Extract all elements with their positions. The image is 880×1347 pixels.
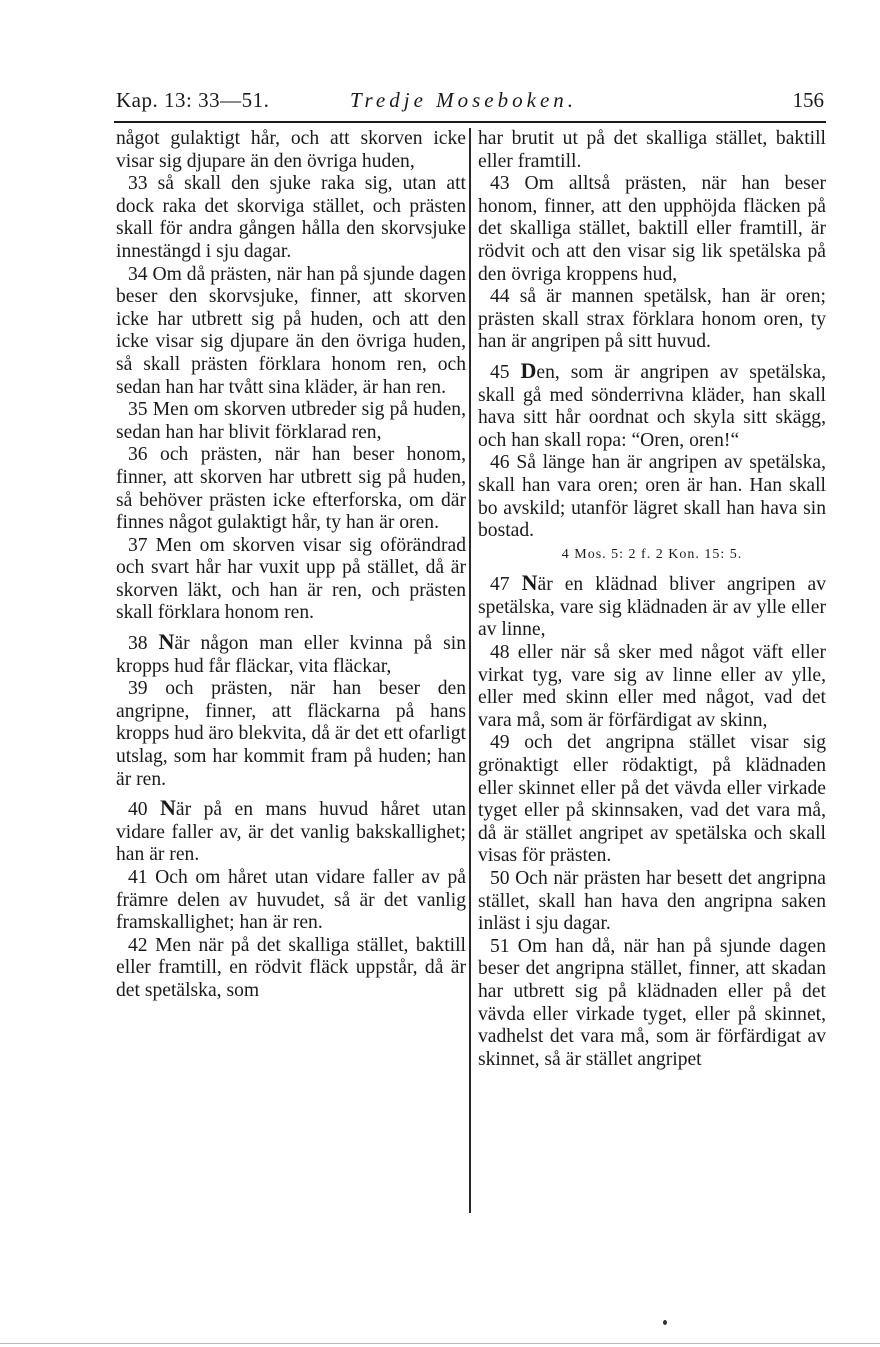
verse-text: är på en mans huvud håret utan vidare faller av, är det vanlig bakskallighet; han är ren. bbox=[116, 799, 466, 866]
page-number: 156 bbox=[792, 88, 824, 112]
verse-continuation: något gulaktigt hår, och att skorven icke visar sig djupare än den övriga huden, bbox=[116, 128, 466, 172]
verse-text: en, som är angripen av spetälska, skall gå med sönderrivna kläder, han skall hava sitt hår oordnat och skyla sitt skägg, och han skall ropa: “Oren, oren!“ bbox=[478, 361, 827, 451]
verse: 43 Om alltså prästen, när han beser honom, finner, att den upphöjda fläcken på det skalliga stället, baktill eller framtill, är rödvit och att den visar sig lik spetälska på den övriga kroppens hud, bbox=[478, 173, 826, 285]
verse: 46 Så länge han är angripen av spetälska, skall han vara oren; oren är han. Han skall bo avskild; utanför lägret skall han hava sin bostad. bbox=[478, 452, 826, 542]
section-start-verse bbox=[116, 631, 466, 678]
left-column bbox=[116, 128, 466, 1003]
verse-number: 40 bbox=[128, 799, 148, 821]
verse: 51 Om han då, när han på sjunde dagen beser det angripna stället, finner, att skadan har utbrett sig på klädnaden eller på det vävda eller virkade tyget, eller på skinnet, vadhelst det vara må, som är förfärdigat av skinnet, så är stället angripet bbox=[478, 935, 826, 1070]
cross-reference: 4 Mos. 5: 2 f. 2 Kon. 15: 5. bbox=[561, 546, 743, 562]
chapter-reference: Kap. 13: 33—51. bbox=[116, 88, 270, 112]
column-divider bbox=[469, 128, 471, 1213]
verse: 50 Och när prästen har besett det angripna stället, skall han hava den angripna saken inläst i sju dagar. bbox=[478, 868, 826, 935]
verse: 39 och prästen, när han beser den angripne, finner, att fläckarna på hans kropps hud äro blekvita, då är det ett ofarligt utslag, som har kommit fram på huden; han är ren. bbox=[116, 678, 466, 790]
verse: 44 så är mannen spetälsk, han är oren; prästen skall strax förklara honom oren, ty han är angripen på sitt huvud. bbox=[478, 286, 826, 353]
section-initial: N bbox=[521, 570, 538, 596]
section-initial: N bbox=[160, 795, 176, 821]
section-initial: N bbox=[158, 629, 175, 655]
page-edge bbox=[0, 1343, 880, 1344]
verse: 36 och prästen, när han beser honom, finner, att skorven har utbrett sig på huden, så behöver prästen icke efterforska, om där finnes något gulaktigt hår, ty han är oren. bbox=[116, 444, 466, 534]
verse-continuation: har brutit ut på det skalliga stället, baktill eller framtill. bbox=[478, 128, 826, 172]
verse-text: är en klädnad bliver angripen av spetälska, vare sig klädnaden är av ylle eller av linne, bbox=[478, 574, 826, 641]
verse-number: 47 bbox=[490, 574, 510, 596]
section-start-verse bbox=[478, 572, 826, 642]
header-rule bbox=[114, 121, 826, 123]
section-start-verse bbox=[478, 357, 827, 452]
verse: 48 eller när så sker med något väft eller virkat tyg, vare sig av linne eller av ylle, eller med skinn eller med något, vad det vara må, som är förfärdigat av skinn, bbox=[478, 642, 826, 731]
ink-speck bbox=[663, 1320, 667, 1325]
section-initial: D bbox=[520, 357, 537, 383]
verse: 41 Och om håret utan vidare faller av på främre delen av huvudet, så är det vanlig framskallighet; han är ren. bbox=[116, 867, 466, 934]
book-title: Tredje Moseboken. bbox=[350, 88, 578, 112]
verse: 49 och det angripna stället visar sig grönaktigt eller rödaktigt, på klädnaden eller skinnet eller på det vävda eller virkade tyget eller på skinnsaken, vad det vara må, då är stället angripet av spetälska och skall visas för prästen. bbox=[478, 732, 826, 867]
verse-text: är någon man eller kvinna på sin kropps hud får fläckar, vita fläckar, bbox=[116, 633, 466, 677]
right-column bbox=[478, 128, 826, 1071]
verse: 37 Men om skorven visar sig oförändrad och svart hår har vuxit upp på stället, då är skorven läkt, och han är ren, och prästen skall förklara honom ren. bbox=[116, 534, 466, 624]
page-header bbox=[116, 88, 824, 122]
verse: 42 Men när på det skalliga stället, baktill eller framtill, en rödvit fläck uppstår, då är det spetälska, som bbox=[116, 934, 466, 1001]
verse: 35 Men om skorven utbreder sig på huden, sedan han har blivit förklarad ren, bbox=[116, 399, 466, 443]
section-start-verse bbox=[116, 797, 466, 867]
verse: 33 så skall den sjuke raka sig, utan att dock raka det skorviga stället, och prästen skall för andra gången hålla den skorvsjuke innestängd i sju dagar. bbox=[116, 173, 466, 262]
verse: 34 Om då prästen, när han på sjunde dagen beser den skorvsjuke, finner, att skorven icke har utbrett sig på huden, och att den icke visar sig djupare än den övriga huden, så skall prästen förklara honom ren, och sedan han har tvått sina kläder, är han ren. bbox=[116, 263, 466, 398]
verse-number: 38 bbox=[128, 633, 148, 655]
verse-number: 45 bbox=[490, 361, 510, 383]
